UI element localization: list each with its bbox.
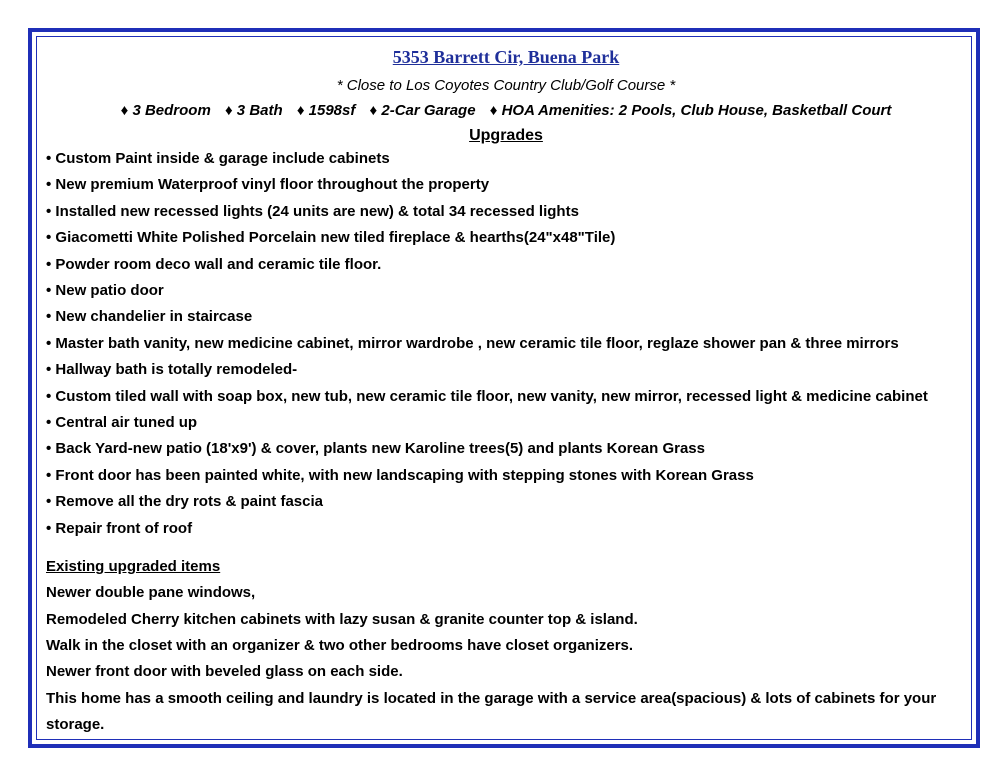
existing-item: Newer double pane windows, — [46, 584, 256, 602]
list-item: • New premium Waterproof vinyl floor throughout the property — [46, 176, 490, 194]
list-item: • Custom Paint inside & garage include cabinets — [46, 150, 390, 167]
existing-item: This home has a smooth ceiling and laundry is located in the garage with a service area(spacious) & lots of cabinets for your storage. — [46, 689, 937, 734]
list-item: • New patio door — [46, 282, 164, 300]
list-item: • Giacometti White Polished Porcelain new tiled fireplace & hearths(24"x48"Tile) — [46, 229, 616, 247]
feature-bedrooms: ♦ 3 Bedroom — [120, 102, 211, 119]
list-item: • Back Yard-new patio (18'x9') & cover, plants new Karoline trees(5) and plants Korean Grass — [46, 440, 705, 458]
list-item: • Custom tiled wall with soap box, new tub, new ceramic tile floor, new vanity, new mirror, recessed light & medicine cabinet — [46, 387, 928, 405]
list-item: • Repair front of roof — [46, 519, 193, 537]
existing-item: Newer front door with beveled glass on each side. — [46, 663, 403, 681]
flyer-content — [46, 46, 966, 739]
list-item: • Remove all the dry rots & paint fascia — [46, 493, 324, 511]
property-address-title: 5353 Barrett Cir, Buena Park — [392, 47, 620, 67]
list-item: • Installed new recessed lights (24 units are new) & total 34 recessed lights — [46, 202, 579, 220]
features-line — [46, 100, 966, 126]
feature-hoa-amenities: ♦ HOA Amenities: 2 Pools, Club House, Basketball Court — [489, 102, 892, 119]
page-border — [28, 28, 980, 748]
list-item: • Powder room deco wall and ceramic tile floor. — [46, 255, 382, 273]
list-item: • New chandelier in staircase — [46, 308, 253, 326]
feature-square-feet: ♦ 1598sf — [296, 102, 356, 119]
existing-items-heading: Existing upgraded items — [46, 558, 221, 576]
upgrades-heading: Upgrades — [469, 127, 543, 144]
feature-baths: ♦ 3 Bath — [224, 102, 283, 119]
existing-item: Remodeled Cherry kitchen cabinets with lazy susan & granite counter top & island. — [46, 610, 638, 628]
list-item: • Master bath vanity, new medicine cabinet, mirror wardrobe , new ceramic tile floor, reglaze shower pan & three mirrors — [46, 334, 899, 352]
list-item: • Front door has been painted white, with new landscaping with stepping stones with Korean Grass — [46, 466, 754, 484]
existing-item: Walk in the closet with an organizer & two other bedrooms have closet organizers. — [46, 636, 634, 654]
upgrades-list — [46, 146, 966, 542]
list-item: • Central air tuned up — [46, 414, 198, 432]
location-subtitle: * Close to Los Coyotes Country Club/Golf Course * — [336, 77, 676, 94]
feature-garage: ♦ 2-Car Garage — [369, 102, 476, 119]
list-item: • Hallway bath is totally remodeled- — [46, 361, 298, 379]
